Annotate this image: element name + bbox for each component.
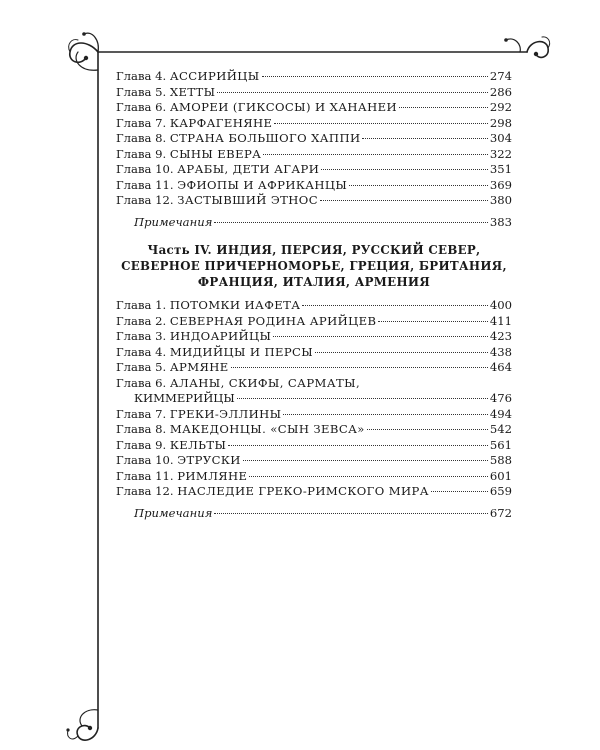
chapter-number: Глава 10. — [116, 162, 174, 176]
dot-leader — [237, 397, 488, 399]
page-number: 411 — [489, 313, 512, 328]
dot-leader — [249, 475, 487, 477]
toc-entry[interactable] — [116, 85, 512, 101]
chapter-title: РИМЛЯНЕ — [177, 468, 248, 483]
chapter-title: ЭТРУСКИ — [177, 453, 241, 467]
toc-entry[interactable] — [116, 407, 512, 423]
part-title-line: СЕВЕРНОЕ ПРИЧЕРНОМОРЬЕ, ГРЕЦИЯ, БРИТАНИЯ, — [121, 259, 507, 273]
page-number: 494 — [489, 406, 512, 421]
chapter-number: Глава 5. — [116, 84, 167, 99]
chapter-number: Глава 8. — [116, 422, 167, 436]
chapter-title-continuation: КИММЕРИЙЦЫ — [134, 391, 235, 405]
dot-leader — [214, 221, 487, 223]
notes-label: Примечания — [134, 505, 213, 520]
chapter-number: Глава 6. — [116, 375, 167, 390]
dot-leader — [349, 184, 488, 186]
page-number: 369 — [489, 177, 512, 192]
page-number: 298 — [489, 115, 512, 130]
chapter-number: Глава 8. — [116, 131, 167, 145]
toc-entry[interactable] — [116, 69, 512, 85]
chapter-number: Глава 5. — [116, 360, 167, 374]
toc-top-list — [116, 69, 512, 209]
chapter-title: АРМЯНЕ — [169, 360, 229, 374]
chapter-number: Глава 6. — [116, 100, 167, 114]
page-number: 351 — [489, 162, 512, 176]
dot-leader — [262, 75, 488, 77]
chapter-title: ХЕТТЫ — [169, 84, 216, 99]
page-number: 292 — [489, 100, 512, 114]
chapter-number: Глава 1. — [116, 298, 167, 312]
dot-leader — [367, 428, 488, 430]
toc-entry[interactable] — [116, 147, 512, 163]
toc-entry[interactable] — [116, 329, 512, 345]
chapter-number: Глава 7. — [116, 115, 167, 130]
chapter-title: КЕЛЬТЫ — [169, 437, 227, 452]
toc-entry-continuation[interactable] — [116, 391, 512, 407]
page-number: 274 — [489, 69, 512, 83]
page-number: 672 — [489, 505, 512, 520]
toc-entry[interactable] — [116, 162, 512, 178]
page-number: 304 — [489, 131, 512, 145]
chapter-title: АЛАНЫ, СКИФЫ, САРМАТЫ, — [169, 375, 361, 390]
chapter-title: ЗАСТЫВШИЙ ЭТНОС — [177, 193, 318, 207]
chapter-title: НАСЛЕДИЕ ГРЕКО-РИМСКОГО МИРА — [177, 484, 429, 498]
chapter-number: Глава 11. — [116, 468, 174, 483]
chapter-number: Глава 4. — [116, 344, 167, 359]
chapter-number: Глава 2. — [116, 313, 167, 328]
chapter-title: ГРЕКИ-ЭЛЛИНЫ — [169, 406, 282, 421]
notes-label: Примечания — [134, 214, 213, 229]
page-number: 380 — [489, 193, 512, 207]
part-heading — [116, 242, 512, 290]
dot-leader — [228, 444, 488, 446]
toc-entry[interactable] — [116, 100, 512, 116]
toc-entry[interactable] — [116, 131, 512, 147]
chapter-number: Глава 9. — [116, 146, 167, 161]
toc-entry[interactable] — [116, 298, 512, 314]
toc-part4-list — [116, 298, 512, 500]
dot-leader — [231, 366, 488, 368]
toc-entry[interactable] — [116, 484, 512, 500]
chapter-number: Глава 10. — [116, 453, 174, 467]
page-number: 476 — [489, 391, 512, 405]
toc-entry[interactable] — [116, 345, 512, 361]
chapter-number: Глава 9. — [116, 437, 167, 452]
dot-leader — [315, 351, 488, 353]
page-number: 601 — [489, 468, 512, 483]
chapter-title: ПОТОМКИ ИАФЕТА — [169, 298, 301, 312]
page-number: 438 — [489, 344, 512, 359]
chapter-title: СТРАНА БОЛЬШОГО ХАППИ — [169, 131, 361, 145]
dot-leader — [431, 490, 488, 492]
page-number: 423 — [489, 329, 512, 343]
dot-leader — [399, 106, 488, 108]
toc-entry[interactable] — [116, 438, 512, 454]
dot-leader — [362, 137, 487, 139]
dot-leader — [263, 153, 488, 155]
chapter-title: СЫНЫ ЕВЕРА — [169, 146, 262, 161]
part-title-line: ИНДИЯ, ПЕРСИЯ, РУССКИЙ СЕВЕР, — [216, 243, 481, 257]
page-number: 400 — [489, 298, 512, 312]
toc-entry[interactable] — [116, 422, 512, 438]
toc-entry[interactable] — [116, 453, 512, 469]
chapter-title: ИНДОАРИЙЦЫ — [169, 329, 272, 343]
chapter-number: Глава 7. — [116, 406, 167, 421]
toc-entry[interactable] — [116, 469, 512, 485]
part-title-line: ФРАНЦИЯ, ИТАЛИЯ, АРМЕНИЯ — [197, 275, 431, 289]
chapter-title: АССИРИЙЦЫ — [169, 69, 260, 83]
chapter-title: СЕВЕРНАЯ РОДИНА АРИЙЦЕВ — [169, 313, 377, 328]
toc-entry[interactable] — [116, 116, 512, 132]
dot-leader — [274, 122, 487, 124]
toc-entry[interactable] — [116, 314, 512, 330]
chapter-title: АМОРЕИ (ГИКСОСЫ) И ХАНАНЕИ — [169, 100, 397, 114]
dot-leader — [273, 335, 488, 337]
page-number: 383 — [489, 214, 512, 229]
chapter-number: Глава 12. — [116, 484, 174, 498]
page-number: 286 — [489, 84, 512, 99]
toc-entry[interactable] — [116, 193, 512, 209]
dot-leader — [214, 512, 487, 514]
part-prefix: Часть IV. — [147, 243, 212, 257]
page-number: 464 — [489, 360, 512, 374]
page-number: 542 — [489, 422, 512, 436]
toc-entry[interactable] — [116, 376, 512, 392]
dot-leader — [217, 91, 487, 93]
toc-entry[interactable] — [116, 360, 512, 376]
toc-entry[interactable] — [116, 178, 512, 194]
dot-leader — [320, 199, 488, 201]
chapter-number: Глава 4. — [116, 69, 167, 83]
page-number: 561 — [489, 437, 512, 452]
chapter-number: Глава 12. — [116, 193, 174, 207]
chapter-title: АРАБЫ, ДЕТИ АГАРИ — [177, 162, 320, 176]
toc-entry-notes[interactable] — [116, 506, 512, 522]
page-number: 588 — [489, 453, 512, 467]
chapter-title: ЭФИОПЫ И АФРИКАНЦЫ — [177, 177, 348, 192]
chapter-title: МИДИЙЦЫ И ПЕРСЫ — [169, 344, 314, 359]
dot-leader — [321, 168, 488, 170]
chapter-number: Глава 11. — [116, 177, 174, 192]
dot-leader — [283, 413, 487, 415]
chapter-number: Глава 3. — [116, 329, 167, 343]
dot-leader — [378, 320, 487, 322]
chapter-title: КАРФАГЕНЯНЕ — [169, 115, 273, 130]
dot-leader — [243, 459, 488, 461]
table-of-contents — [116, 69, 512, 521]
page-number: 322 — [489, 146, 512, 161]
page-number: 659 — [489, 484, 512, 498]
chapter-title: МАКЕДОНЦЫ. «СЫН ЗЕВСА» — [169, 422, 365, 436]
toc-entry-notes[interactable] — [116, 215, 512, 231]
dot-leader — [302, 304, 487, 306]
